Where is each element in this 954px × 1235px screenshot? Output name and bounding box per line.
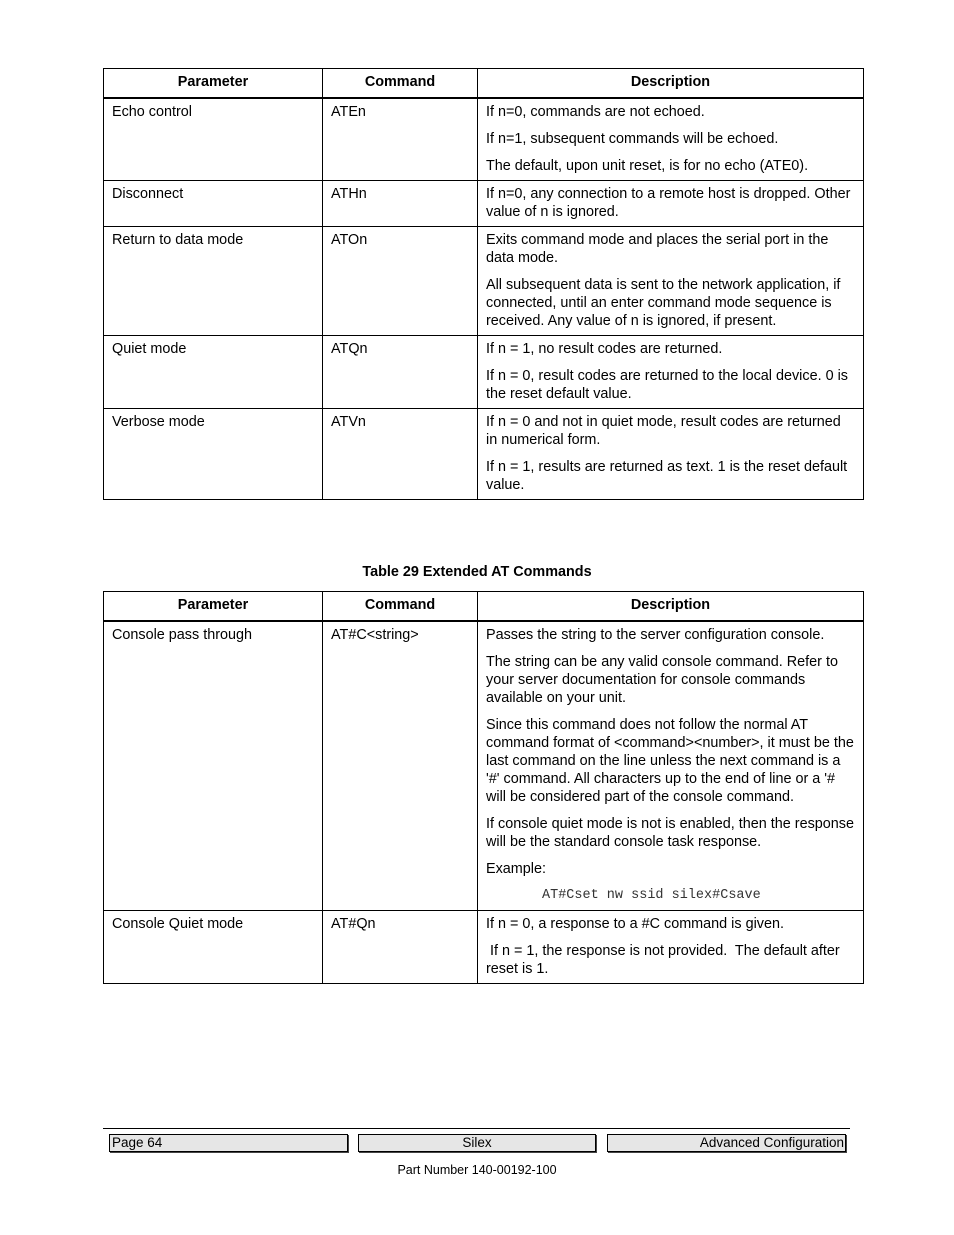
command-cell: AT#Qn xyxy=(323,911,478,984)
code-example: AT#Cset nw ssid silex#Csave xyxy=(542,888,761,903)
description-cell xyxy=(478,409,864,500)
column-header-command: Command xyxy=(323,592,478,622)
description-paragraph: If n = 1, results are returned as text. 1 is the reset default value. xyxy=(486,459,848,493)
part-number: Part Number 140-00192-100 xyxy=(397,1163,557,1177)
description-paragraph: If n = 1, the response is not provided. The default after reset is 1. xyxy=(486,943,844,977)
table-row xyxy=(104,98,864,181)
command-cell: ATHn xyxy=(323,181,478,227)
description-paragraph: If n = 0, a response to a #C command is given. xyxy=(486,916,784,932)
table-header-row xyxy=(104,592,864,622)
table-header-row xyxy=(104,69,864,99)
parameter-cell: Console Quiet mode xyxy=(104,911,323,984)
table-caption: Table 29 Extended AT Commands xyxy=(362,564,592,580)
basic-at-commands-table xyxy=(103,68,864,500)
command-cell: ATVn xyxy=(323,409,478,500)
description-cell xyxy=(478,98,864,181)
description-paragraph: All subsequent data is sent to the network application, if connected, until an enter command mode sequence is received. Any value of n is ignored, if present. xyxy=(486,277,841,329)
command-cell: ATOn xyxy=(323,227,478,336)
description-paragraph: Since this command does not follow the normal AT command format of <command><number>, it must be the last command on the line unless the next command is a '#' command. All characters up to the end of line or a '# will be considered part of the console command. xyxy=(486,717,854,805)
table-row xyxy=(104,181,864,227)
description-paragraph: Exits command mode and places the serial port in the data mode. xyxy=(486,232,829,266)
extended-at-commands-table xyxy=(103,591,864,984)
table-row xyxy=(104,409,864,500)
description-paragraph: Passes the string to the server configuration console. xyxy=(486,627,825,643)
table-row xyxy=(104,911,864,984)
description-cell xyxy=(478,911,864,984)
description-paragraph: Example: xyxy=(486,861,546,877)
command-cell: ATEn xyxy=(323,98,478,181)
description-paragraph: The string can be any valid console command. Refer to your server documentation for console commands available on your unit. xyxy=(486,654,838,706)
footer-divider xyxy=(103,1128,850,1129)
column-header-description: Description xyxy=(478,69,864,99)
description-paragraph: If n = 0 and not in quiet mode, result codes are returned in numerical form. xyxy=(486,414,841,448)
column-header-parameter: Parameter xyxy=(104,69,323,99)
table-row xyxy=(104,227,864,336)
description-paragraph: If n=0, any connection to a remote host is dropped. Other value of n is ignored. xyxy=(486,186,851,220)
footer-company: Silex xyxy=(358,1134,596,1152)
parameter-cell: Quiet mode xyxy=(104,336,323,409)
parameter-cell: Return to data mode xyxy=(104,227,323,336)
parameter-cell: Disconnect xyxy=(104,181,323,227)
description-paragraph: If n=1, subsequent commands will be echoed. xyxy=(486,131,779,147)
description-cell xyxy=(478,336,864,409)
description-paragraph: If n = 0, result codes are returned to the local device. 0 is the reset default value. xyxy=(486,368,848,402)
column-header-description: Description xyxy=(478,592,864,622)
parameter-cell: Verbose mode xyxy=(104,409,323,500)
footer-section-title: Advanced Configuration xyxy=(607,1134,846,1152)
parameter-cell: Console pass through xyxy=(104,621,323,911)
command-cell: AT#C<string> xyxy=(323,621,478,911)
description-paragraph: If n = 1, no result codes are returned. xyxy=(486,341,723,357)
description-cell xyxy=(478,227,864,336)
footer-page-number: Page 64 xyxy=(109,1134,348,1152)
parameter-cell: Echo control xyxy=(104,98,323,181)
table-row xyxy=(104,621,864,911)
command-cell: ATQn xyxy=(323,336,478,409)
column-header-command: Command xyxy=(323,69,478,99)
description-cell xyxy=(478,621,864,911)
description-paragraph: If n=0, commands are not echoed. xyxy=(486,104,705,120)
table-row xyxy=(104,336,864,409)
column-header-parameter: Parameter xyxy=(104,592,323,622)
description-paragraph: If console quiet mode is not is enabled, then the response will be the standard console task response. xyxy=(486,816,855,850)
description-paragraph: The default, upon unit reset, is for no echo (ATE0). xyxy=(486,158,809,174)
description-cell xyxy=(478,181,864,227)
